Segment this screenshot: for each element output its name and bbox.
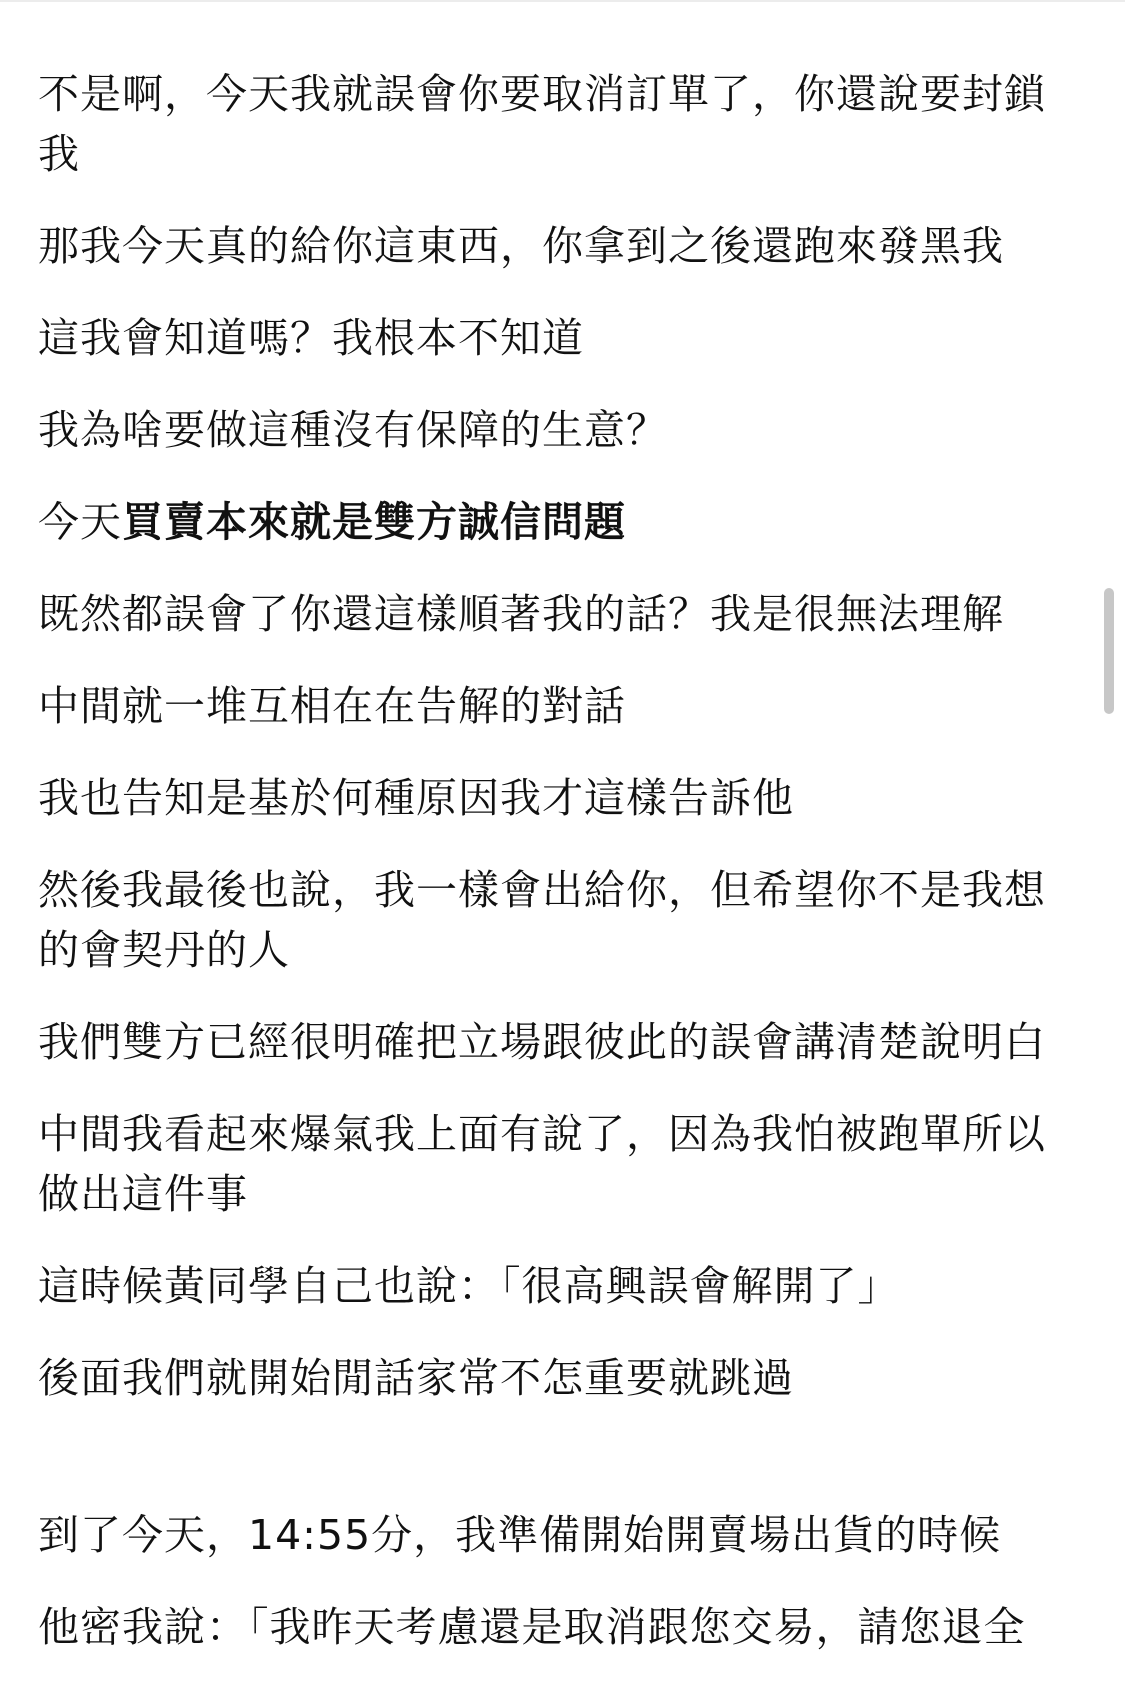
- post-paragraph: 這時候黃同學自己也說：「很高興誤會解開了」: [38, 1262, 900, 1310]
- post-paragraph-emphasis: [38, 492, 1078, 552]
- paragraph-bold-text: 買賣本來就是雙方誠信問題: [122, 498, 626, 546]
- post-paragraph: 既然都誤會了你還這樣順著我的話？我是很無法理解: [38, 590, 1004, 638]
- post-paragraph: 他密我說：「我昨天考慮還是取消跟您交易，請您退全: [38, 1603, 1026, 1651]
- post-paragraph: 中間就一堆互相在在告解的對話: [38, 682, 626, 730]
- scrollbar-thumb[interactable]: [1104, 588, 1114, 714]
- post-paragraph: 我們雙方已經很明確把立場跟彼此的誤會講清楚說明白: [38, 1018, 1046, 1066]
- post-paragraph: 我也告知是基於何種原因我才這樣告訴他: [38, 774, 794, 822]
- post-paragraph: 然後我最後也說，我一樣會出給你，但希望你不是我想的會契丹的人: [38, 866, 1046, 974]
- post-paragraph: 中間我看起來爆氣我上面有說了，因為我怕被跑單所以做出這件事: [38, 1110, 1046, 1218]
- post-paragraph: 不是啊，今天我就誤會你要取消訂單了，你還說要封鎖我: [38, 70, 1046, 178]
- paragraph-plain-text: 今天: [38, 498, 122, 546]
- post-paragraph: 到了今天，14:55分，我準備開始開賣場出貨的時候: [38, 1511, 1002, 1559]
- post-paragraph: 那我今天真的給你這東西，你拿到之後還跑來發黑我: [38, 222, 1004, 270]
- post-paragraph: 後面我們就開始閒話家常不怎重要就跳過: [38, 1354, 794, 1402]
- top-divider: [0, 0, 1125, 2]
- post-paragraph: 這我會知道嗎？我根本不知道: [38, 314, 584, 362]
- post-body: [38, 64, 1078, 1657]
- post-paragraph: 我為啥要做這種沒有保障的生意？: [38, 406, 668, 454]
